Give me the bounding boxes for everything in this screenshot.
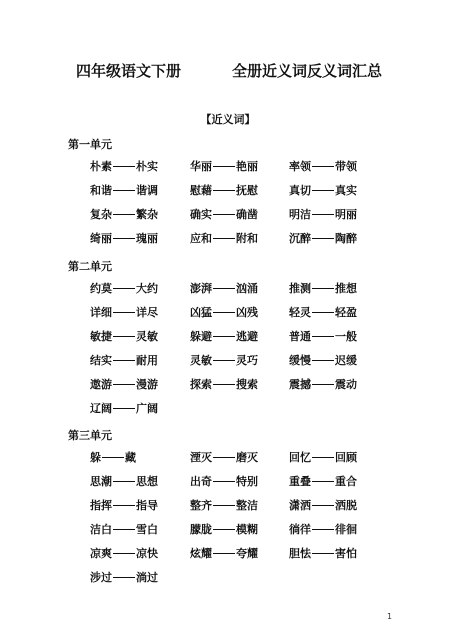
word-second: 洒脱 [335,499,357,512]
dash-separator [113,360,135,361]
word-second: 汹涌 [236,282,258,295]
dash-separator [113,577,135,578]
word-row [0,449,456,465]
synonym-pair [289,521,357,537]
word-row [0,182,456,198]
word-first: 结实 [90,354,112,367]
word-second: 艳丽 [236,160,258,173]
dash-separator [312,288,334,289]
synonym-pair [190,521,258,537]
document-title [0,60,456,82]
synonym-pair [90,376,158,392]
word-second: 搜索 [236,378,258,391]
dash-separator [113,190,135,191]
synonym-pair [90,328,158,344]
word-second: 灵巧 [236,354,258,367]
dash-separator [113,384,135,385]
synonym-pair [90,569,158,585]
synonym-pair [289,473,357,489]
word-first: 率领 [289,160,311,173]
dash-separator [312,214,334,215]
dash-separator [113,238,135,239]
word-row [0,206,456,222]
word-row [0,569,456,585]
dash-separator [113,481,135,482]
title-grade: 四年级语文下册 [76,62,182,80]
word-second: 震动 [335,378,357,391]
synonym-pair [190,158,258,174]
synonym-pair [289,545,357,561]
synonym-pair [190,328,258,344]
section-heading-synonyms: 【近义词】 [200,113,256,126]
synonym-pair [190,449,258,465]
unit-label: 第一单元 [68,138,112,151]
word-second: 带领 [335,160,357,173]
dash-separator [213,166,235,167]
word-first: 震撼 [289,378,311,391]
dash-separator [312,190,334,191]
word-first: 轻灵 [289,306,311,319]
word-second: 推想 [335,282,357,295]
dash-separator [312,312,334,313]
dash-separator [213,214,235,215]
word-second: 真实 [335,184,357,197]
word-first: 整齐 [190,499,212,512]
dash-separator [113,166,135,167]
dash-separator [213,505,235,506]
synonym-pair [90,206,158,222]
word-second: 凉快 [136,547,158,560]
word-second: 回顾 [335,451,357,464]
word-row [0,230,456,246]
word-row [0,497,456,513]
word-second: 一般 [335,330,357,343]
word-second: 迟缓 [335,354,357,367]
word-second: 重合 [335,475,357,488]
dash-separator [312,360,334,361]
word-first: 思潮 [90,475,112,488]
word-row [0,545,456,561]
dash-separator [213,336,235,337]
synonym-pair [90,280,158,296]
word-row [0,376,456,392]
word-second: 轻盈 [335,306,357,319]
word-first: 澎湃 [190,282,212,295]
word-first: 凶猛 [190,306,212,319]
dash-separator [113,529,135,530]
dash-separator [113,408,135,409]
dash-separator [113,312,135,313]
word-first: 敏捷 [90,330,112,343]
word-first: 凉爽 [90,547,112,560]
word-second: 漫游 [136,378,158,391]
word-first: 慰藉 [190,184,212,197]
word-second: 藏 [125,451,136,464]
word-row [0,352,456,368]
word-second: 谐调 [136,184,158,197]
dash-separator [312,481,334,482]
word-second: 附和 [236,232,258,245]
word-row [0,521,456,537]
unit-label: 第三单元 [68,429,112,442]
word-second: 徘徊 [335,523,357,536]
word-first: 朦胧 [190,523,212,536]
word-first: 洁白 [90,523,112,536]
synonym-pair [190,545,258,561]
dash-separator [113,214,135,215]
synonym-pair [289,230,357,246]
synonym-pair [90,158,158,174]
dash-separator [312,553,334,554]
dash-separator [113,288,135,289]
synonym-pair [190,182,258,198]
word-second: 雪白 [136,523,158,536]
dash-separator [102,457,124,458]
dash-separator [312,336,334,337]
word-first: 明洁 [289,208,311,221]
dash-separator [213,288,235,289]
synonym-pair [190,304,258,320]
word-second: 朴实 [136,160,158,173]
word-row [0,400,456,416]
word-row [0,304,456,320]
dash-separator [113,336,135,337]
word-first: 躲避 [190,330,212,343]
synonym-pair [289,376,357,392]
synonym-pair [289,497,357,513]
dash-separator [312,457,334,458]
synonym-pair [190,206,258,222]
word-first: 真切 [289,184,311,197]
dash-separator [312,505,334,506]
word-first: 涉过 [90,571,112,584]
word-second: 磨灭 [236,451,258,464]
word-first: 湮灭 [190,451,212,464]
synonym-pair [90,473,158,489]
synonym-pair [90,521,158,537]
word-first: 胆怯 [289,547,311,560]
synonym-pair [90,400,158,416]
word-first: 潇洒 [289,499,311,512]
word-first: 指挥 [90,499,112,512]
synonym-pair [289,328,357,344]
word-first: 遨游 [90,378,112,391]
word-first: 炫耀 [190,547,212,560]
word-first: 灵敏 [190,354,212,367]
word-first: 回忆 [289,451,311,464]
dash-separator [312,238,334,239]
word-first: 华丽 [190,160,212,173]
word-row [0,280,456,296]
word-second: 特别 [236,475,258,488]
synonym-pair [190,230,258,246]
dash-separator [213,553,235,554]
synonym-pair [90,230,158,246]
word-second: 耐用 [136,354,158,367]
word-first: 朴素 [90,160,112,173]
word-first: 出奇 [190,475,212,488]
synonym-pair [289,304,357,320]
synonym-pair [289,182,357,198]
synonym-pair [190,280,258,296]
word-second: 思想 [136,475,158,488]
dash-separator [312,384,334,385]
dash-separator [113,505,135,506]
synonym-pair [190,376,258,392]
word-first: 徜徉 [289,523,311,536]
synonym-pair [190,352,258,368]
title-subject: 全册近义词反义词汇总 [232,62,383,80]
dash-separator [213,529,235,530]
page-number: 1 [387,612,393,621]
synonym-pair [90,497,158,513]
word-first: 沉醉 [289,232,311,245]
dash-separator [213,238,235,239]
word-second: 繁杂 [136,208,158,221]
word-second: 大约 [136,282,158,295]
dash-separator [213,190,235,191]
synonym-pair [289,280,357,296]
synonym-pair [90,182,158,198]
word-second: 整洁 [236,499,258,512]
synonym-pair [190,473,258,489]
word-second: 明丽 [335,208,357,221]
word-first: 和谐 [90,184,112,197]
word-second: 害怕 [335,547,357,560]
synonym-pair [90,449,136,465]
word-first: 确实 [190,208,212,221]
word-row [0,473,456,489]
dash-separator [312,166,334,167]
synonym-pair [190,497,258,513]
dash-separator [113,553,135,554]
word-second: 指导 [136,499,158,512]
word-second: 抚慰 [236,184,258,197]
word-first: 躲 [90,451,101,464]
word-second: 详尽 [136,306,158,319]
word-first: 应和 [190,232,212,245]
word-first: 复杂 [90,208,112,221]
word-first: 缓慢 [289,354,311,367]
word-second: 广阔 [136,402,158,415]
word-second: 确凿 [236,208,258,221]
word-first: 推测 [289,282,311,295]
word-first: 辽阔 [90,402,112,415]
word-first: 重叠 [289,475,311,488]
synonym-pair [289,206,357,222]
word-first: 探索 [190,378,212,391]
word-row [0,158,456,174]
synonym-pair [90,352,158,368]
word-second: 逃避 [236,330,258,343]
word-second: 陶醉 [335,232,357,245]
word-second: 瑰丽 [136,232,158,245]
synonym-pair [289,158,357,174]
dash-separator [213,481,235,482]
word-second: 模糊 [236,523,258,536]
synonym-pair [90,304,158,320]
dash-separator [213,360,235,361]
word-first: 绮丽 [90,232,112,245]
synonym-pair [289,449,357,465]
word-second: 灵敏 [136,330,158,343]
word-row [0,328,456,344]
word-second: 夸耀 [236,547,258,560]
synonym-pair [289,352,357,368]
dash-separator [213,312,235,313]
word-first: 详细 [90,306,112,319]
dash-separator [213,384,235,385]
word-first: 普通 [289,330,311,343]
word-first: 约莫 [90,282,112,295]
word-second: 凶残 [236,306,258,319]
dash-separator [312,529,334,530]
synonym-pair [90,545,158,561]
dash-separator [213,457,235,458]
word-second: 淌过 [136,571,158,584]
unit-label: 第二单元 [68,260,112,273]
